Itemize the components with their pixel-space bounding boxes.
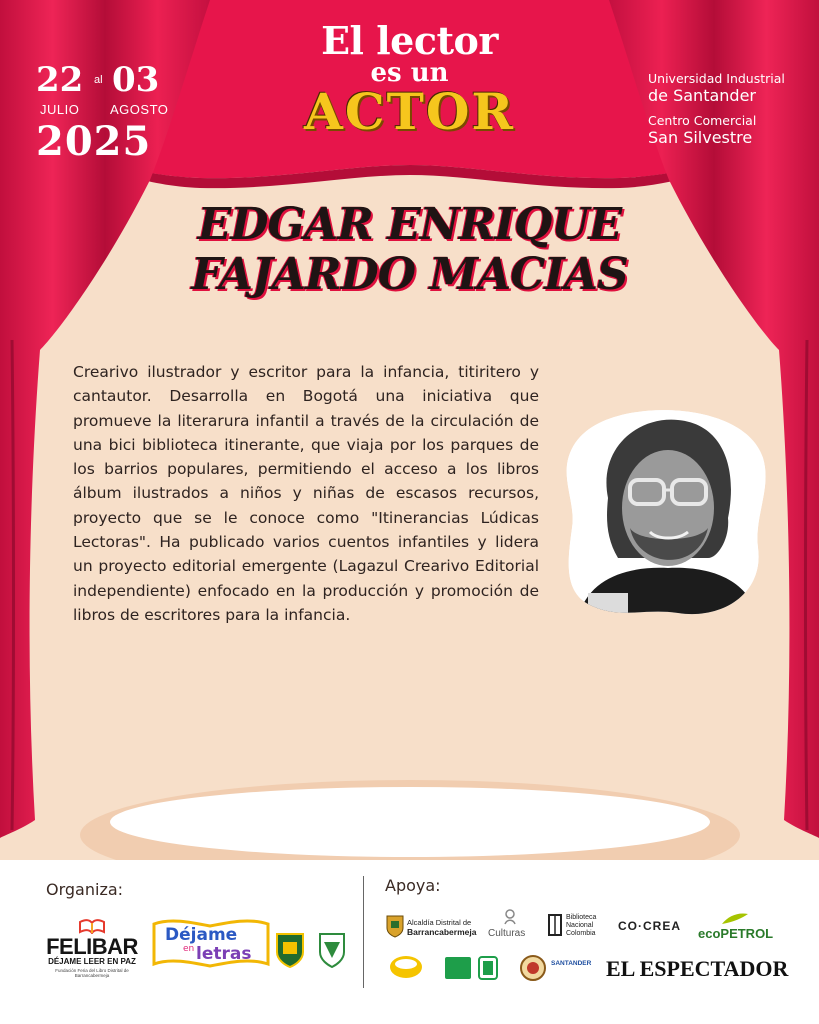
dejame-word2: en (183, 944, 195, 954)
event-year: 2025 (36, 118, 152, 165)
alcaldia-shield-icon (386, 914, 404, 938)
venue-2-line1: Centro Comercial (648, 113, 757, 128)
culturas-label: Culturas (488, 928, 526, 939)
book-icon (78, 918, 106, 934)
organiza-label: Organiza: (46, 880, 124, 899)
venue-1-line2: de Santander (648, 86, 756, 105)
biblioteca-line2: Nacional (566, 922, 594, 929)
felibar-caption: Fundación Feria del Libro Distrital de Barrancabermeja (55, 968, 129, 978)
biblioteca-nacional-icon (548, 914, 562, 936)
dejame-word1: Déjame (165, 925, 238, 945)
author-bio: Crearivo ilustrador y escritor para la infancia, titiritero y cantautor. Desarrolla en Bogotá una iniciativa que promueve la literarura infantil a través de la circulación de una bici biblioteca itinerante, que viaja por los parques de los barrios populares, permitiendo el acceso a los libros álbum ilustrados a niños y niñas de escasos recursos, proyecto que se le conoce como "Itinerancias Lúdicas Lectoras". Ha publicado varios cuentos infantiles y lidera un proyecto editorial emergente (Lagazul Crearivo Editorial independiente) enfocado en la producción y promoción de libros de escritores para la infancia. (73, 363, 539, 624)
school-shield-icon (275, 932, 305, 968)
end-month: AGOSTO (110, 102, 169, 117)
culturas-icon (502, 908, 518, 926)
event-venues (648, 72, 813, 148)
gobernacion-logo: SANTANDER (551, 960, 592, 967)
venue-1-line1: Universidad Industrial (648, 71, 785, 86)
alcaldia-name-line1: Alcaldía Distrital de (407, 918, 472, 927)
event-title-line1: El lector (321, 18, 498, 63)
date-connector: al (94, 74, 103, 86)
san-silvestre-logo (388, 954, 424, 980)
author-name (0, 200, 819, 300)
stage-spotlight (110, 787, 710, 857)
felibar-logo-text: FELIBAR (46, 934, 138, 959)
author-name-line2: FAJARDO MACIAS (191, 249, 628, 300)
event-title-line2: es un (370, 58, 449, 88)
biblioteca-line3: Colombia (566, 930, 596, 937)
footer-divider (363, 876, 364, 988)
apoya-label: Apoya: (385, 876, 441, 895)
venue-2-line2: San Silvestre (648, 128, 753, 147)
biblioteca-line1: Biblioteca (566, 914, 597, 921)
portrait-photo (558, 408, 768, 618)
el-espectador-logo: EL ESPECTADOR (606, 956, 789, 981)
start-day: 22 (36, 60, 84, 100)
end-day: 03 (112, 60, 160, 100)
green-square-logo (444, 956, 472, 980)
cocrea-logo: CO·CREA (618, 919, 681, 933)
felibar-slogan: DÉJAME LEER EN PAZ (48, 957, 136, 966)
university-seal-icon (520, 955, 546, 981)
dejame-word3: letras (196, 944, 252, 964)
college-shield-icon (318, 932, 346, 968)
alcaldia-name-line2: Barrancabermeja (407, 927, 477, 937)
start-month: JULIO (40, 102, 80, 117)
ecopetrol-iguana-icon (720, 910, 750, 926)
green-badge-logo (478, 956, 498, 980)
event-title-actor: ACTOR (304, 82, 515, 141)
author-name-line1: EDGAR ENRIQUE (197, 199, 622, 250)
ecopetrol-logo: ecoPETROL (698, 926, 774, 941)
